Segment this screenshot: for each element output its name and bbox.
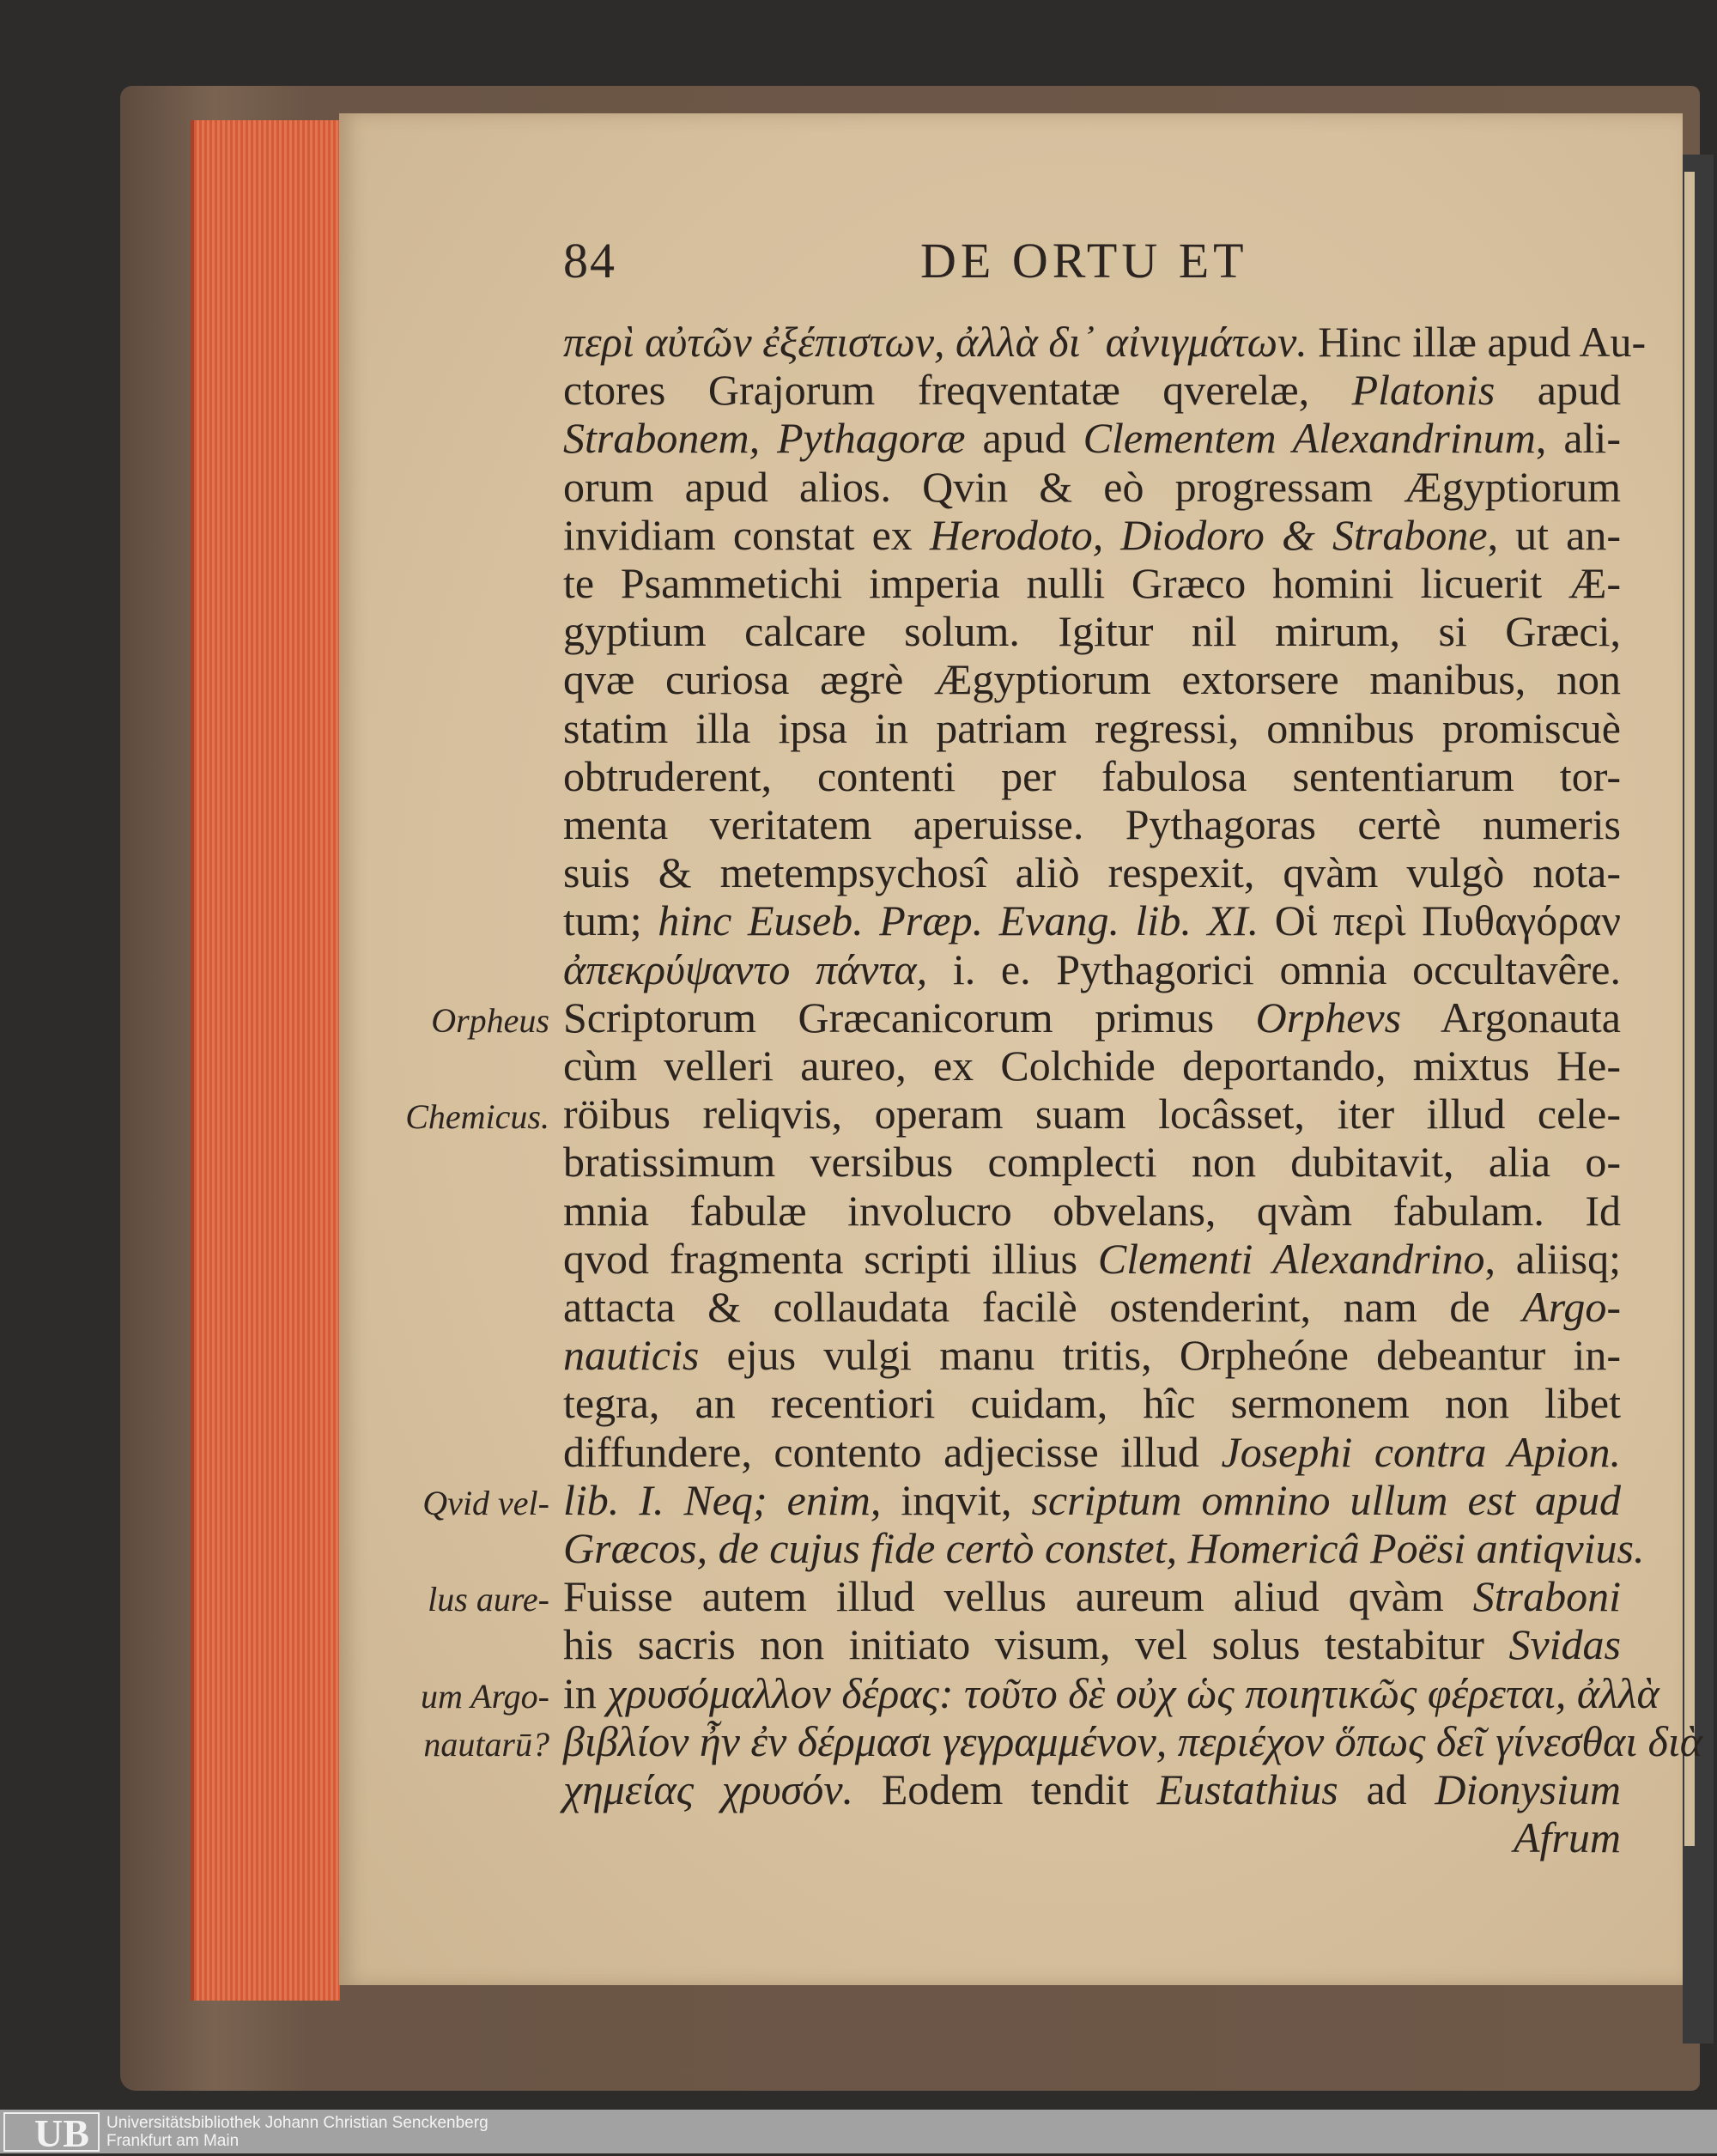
margin-note: Chemicus. — [405, 1097, 549, 1137]
text-segment: bratissimum versibus complecti non dubitavit, alia o- — [563, 1138, 1621, 1187]
text-line — [563, 1620, 1621, 1668]
text-segment: attacta & collaudata facilè ostenderint, nam de — [563, 1283, 1523, 1331]
text-segment: , ut an- — [1487, 510, 1622, 559]
italic-segment: Strabonem, Pythagoræ — [563, 414, 966, 463]
text-segment: his sacris non initiato visum, vel solus testabitur — [563, 1620, 1509, 1669]
italic-segment: Græcos, de cujus fide certò constet, Homericâ Poësi antiqvius. — [563, 1524, 1645, 1572]
text-segment: Fuisse autem illud vellus aureum aliud qvàm — [563, 1572, 1473, 1621]
text-line — [563, 1668, 1659, 1717]
text-segment: Hinc illæ apud Au- — [1307, 318, 1647, 366]
text-line — [563, 848, 1621, 896]
italic-segment: χρυσόμαλλον δέρας: τοῦτο δὲ οὐχ ὡς ποιητικῶς φέρεται, ἀλλὰ — [607, 1668, 1659, 1717]
text-line — [563, 1765, 1621, 1813]
italic-segment: βιβλίον ἦν ἐν δέρμασι γεγραμμένον, περιέχον ὅπως δεῖ γίνεσθαι διὰ — [563, 1716, 1702, 1765]
italic-segment: Herodoto, Diodoro & Strabone — [929, 510, 1488, 559]
text-segment: i. e. Pythagorici omnia occultavêre. — [927, 944, 1621, 993]
text-segment: menta veritatem aperuisse. Pythagoras certè numeris — [563, 800, 1621, 848]
text-line — [563, 1524, 1645, 1572]
italic-segment: χημείας χρυσόν. — [563, 1765, 854, 1813]
text-segment: qvæ curiosa ægrè Ægyptiorum extorsere manibus, non — [563, 655, 1621, 704]
text-segment: gyptium calcare solum. Igitur nil mirum, si Græci, — [563, 607, 1621, 656]
text-line — [563, 1572, 1621, 1620]
italic-segment: περὶ αὐτῶν ἐξέπιστων, ἀλλὰ δι᾽ αἰνιγμάτων. — [563, 318, 1307, 366]
text-line — [563, 1428, 1621, 1476]
margin-note: lus aure- — [428, 1580, 549, 1619]
next-page-sliver — [1684, 172, 1695, 1846]
italic-segment: Afrum — [1514, 1813, 1621, 1862]
margin-note: Qvid vel- — [422, 1483, 549, 1522]
text-line — [563, 1042, 1621, 1090]
italic-segment: Josephi contra Apion. — [1221, 1427, 1622, 1476]
text-line — [563, 1476, 1621, 1524]
margin-note: nautarū? — [423, 1724, 549, 1764]
text-segment: ctores Grajorum freqventatæ qverelæ, — [563, 366, 1352, 415]
italic-segment: Platonis — [1351, 366, 1496, 415]
text-line — [563, 1813, 1621, 1861]
running-title: DE ORTU ET — [920, 233, 1248, 288]
text-segment: apud — [965, 414, 1083, 463]
page-number: 84 — [563, 233, 616, 288]
text-segment: obtruderent, contenti per fabulosa sententiarum tor- — [563, 751, 1621, 800]
text-segment: , aliisq; — [1484, 1234, 1621, 1283]
text-segment: qvod fragmenta scripti illius — [563, 1234, 1098, 1283]
italic-segment: nauticis — [563, 1331, 700, 1380]
italic-segment: Argo- — [1522, 1283, 1621, 1331]
text-segment: apud — [1495, 366, 1621, 415]
text-segment: ad — [1338, 1765, 1435, 1813]
italic-segment: Clementi Alexandrino — [1097, 1234, 1485, 1283]
italic-segment: Eustathius — [1156, 1765, 1338, 1813]
text-line — [563, 1187, 1621, 1235]
italic-segment: Dionysium — [1435, 1765, 1622, 1813]
italic-segment: scriptum omnino ullum est apud — [1031, 1475, 1621, 1524]
text-line — [563, 896, 1621, 944]
italic-segment: Orphevs — [1255, 993, 1402, 1042]
text-segment: tegra, an recentiori cuidam, hîc sermonem non libet — [563, 1379, 1621, 1428]
text-segment: cùm velleri aureo, ex Colchide deportando, mixtus He- — [563, 1042, 1621, 1090]
text-line — [563, 1379, 1621, 1427]
text-segment: invidiam constat ex — [563, 510, 930, 559]
text-line — [563, 607, 1621, 655]
red-page-edges — [191, 120, 340, 2001]
text-segment: diffundere, contento adjecisse illud — [563, 1427, 1222, 1476]
text-segment: in — [563, 1668, 608, 1717]
italic-segment: hinc Euseb. Præp. Evang. lib. XI. — [658, 896, 1259, 945]
text-segment: te Psammetichi imperia nulli Græco homini licuerit Æ- — [563, 559, 1621, 607]
italic-segment: lib. I. Neq; enim, — [563, 1475, 882, 1524]
text-segment: mnia fabulæ involucro obvelans, qvàm fabulam. Id — [563, 1186, 1621, 1235]
library-city: Frankfurt am Main — [106, 2132, 240, 2150]
margin-note: um Argo- — [421, 1676, 549, 1716]
text-line — [563, 559, 1621, 607]
text-segment: statim illa ipsa in patriam regressi, omnibus promiscuè — [563, 703, 1621, 752]
italic-segment: Clementem Alexandrinum — [1083, 414, 1536, 463]
text-segment: Eodem tendit — [853, 1765, 1157, 1813]
text-segment: , ali- — [1535, 414, 1621, 463]
margin-note: Orpheus — [431, 1000, 549, 1040]
text-line — [563, 1716, 1702, 1765]
logo-text: UB — [34, 2111, 89, 2155]
text-line — [563, 945, 1621, 993]
text-segment: Argonauta — [1401, 993, 1621, 1042]
italic-segment: Svidas — [1508, 1620, 1621, 1669]
text-line — [563, 800, 1621, 848]
text-line — [563, 414, 1621, 462]
text-segment: ejus vulgi manu tritis, Orpheóne debeantur in- — [699, 1331, 1621, 1380]
text-segment: inqvit, — [881, 1475, 1032, 1524]
text-segment: röibus reliqvis, operam suam locâsset, iter illud cele- — [563, 1090, 1621, 1139]
text-line — [563, 366, 1621, 414]
text-line — [563, 1090, 1621, 1138]
italic-segment: ἀπεκρύψαντο πάντα, — [563, 944, 928, 993]
text-line — [563, 1138, 1621, 1186]
text-line — [563, 1235, 1621, 1283]
text-segment: Scriptorum Græcanicorum primus — [563, 993, 1256, 1042]
text-line — [563, 1331, 1621, 1379]
text-line — [563, 463, 1621, 511]
text-line — [563, 511, 1621, 559]
italic-segment: Straboni — [1472, 1572, 1621, 1621]
text-line — [563, 318, 1647, 366]
text-line — [563, 1283, 1621, 1331]
text-segment: orum apud alios. Qvin & eò progressam Ægyptiorum — [563, 462, 1621, 511]
text-line — [563, 655, 1621, 703]
text-segment: Οἱ περὶ Πυθαγόραν — [1259, 896, 1621, 945]
text-segment: suis & metempsychosî aliò respexit, qvàm vulgò nota- — [563, 848, 1621, 897]
text-line — [563, 704, 1621, 752]
library-name: Universitätsbibliothek Johann Christian Senckenberg — [106, 2114, 488, 2132]
text-segment: tum; — [563, 896, 658, 945]
text-line — [563, 993, 1621, 1042]
text-line — [563, 752, 1621, 800]
